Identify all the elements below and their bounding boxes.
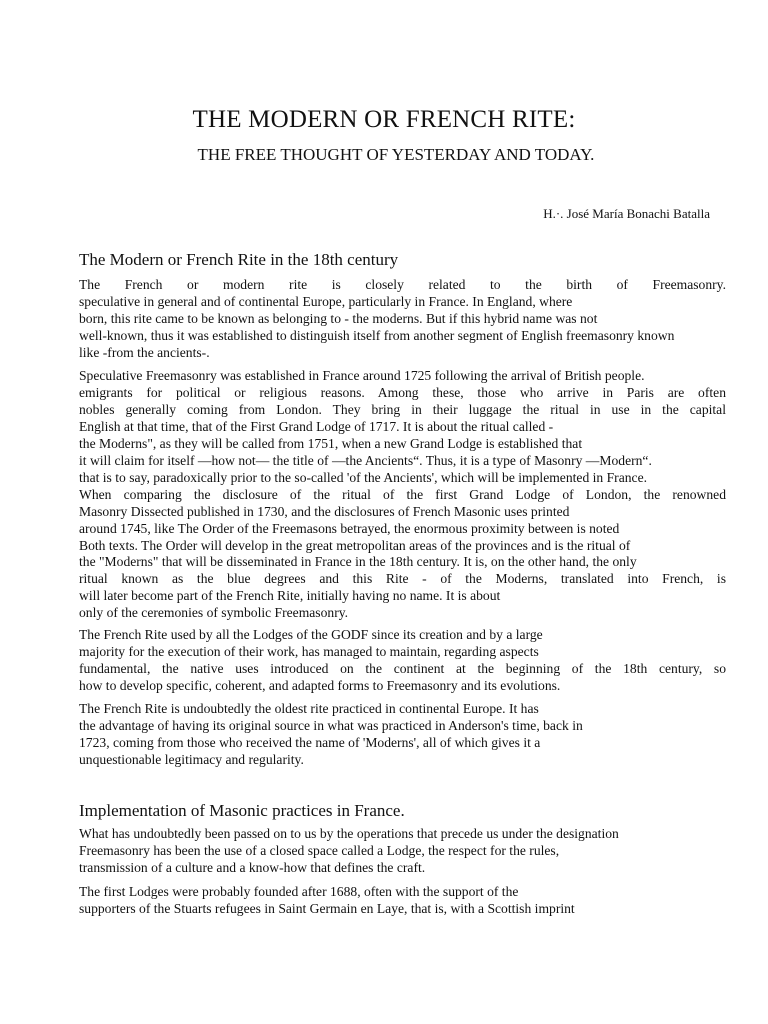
text-line: The French Rite is undoubtedly the oldest rite practiced in continental Europe. It has — [79, 701, 539, 716]
document-subtitle: THE FREE THOUGHT OF YESTERDAY AND TODAY. — [197, 145, 595, 164]
section-heading: Implementation of Masonic practices in France. — [79, 801, 405, 820]
text-line: 1723, coming from those who received the name of 'Moderns', all of which gives it a — [79, 734, 541, 750]
paragraph — [79, 826, 726, 877]
text-line: ritual known as the blue degrees and this Rite - of the Moderns, translated into French, is — [79, 571, 726, 587]
text-line: English at that time, that of the First Grand Lodge of 1717. It is about the ritual called - — [79, 418, 554, 434]
text-line: fundamental, the native uses introduced on the continent at the beginning of the 18th century, so — [79, 660, 726, 676]
text-line: Freemasonry has been the use of a closed space called a Lodge, the respect for the rules, — [79, 842, 560, 858]
text-line: supporters of the Stuarts refugees in Saint Germain en Laye, that is, with a Scottish imprint — [79, 900, 575, 916]
text-line: The first Lodges were probably founded after 1688, often with the support of the — [79, 884, 519, 899]
text-line: When comparing the disclosure of the ritual of the first Grand Lodge of London, the renowned — [79, 486, 726, 502]
text-line: the "Moderns" that will be disseminated in France in the 18th century. It is, on the other hand, the only — [79, 554, 637, 570]
document-title: THE MODERN OR FRENCH RITE: — [192, 106, 576, 133]
paragraph — [79, 277, 726, 362]
text-line: that is to say, paradoxically prior to the so-called 'of the Ancients', which will be implemented in France. — [79, 469, 648, 485]
text-line: will later become part of the French Rite, initially having no name. It is about — [79, 588, 501, 604]
text-line: how to develop specific, coherent, and adapted forms to Freemasonry and its evolutions. — [79, 677, 561, 693]
text-line: well-known, thus it was established to distinguish itself from another segment of English freemasonry known — [79, 327, 675, 343]
text-line: transmission of a culture and a know-how that defines the craft. — [79, 859, 426, 875]
text-line: like -from the ancients-. — [79, 344, 210, 360]
paragraph — [79, 884, 726, 918]
text-line: emigrants for political or religious reasons. Among these, those who arrive in Paris are often — [79, 384, 726, 400]
text-line: nobles generally coming from London. They bring in their luggage the ritual in use in the capital — [79, 401, 726, 417]
author-line: H.·. José María Bonachi Batalla — [543, 206, 710, 221]
text-line: born, this rite came to be known as belonging to - the moderns. But if this hybrid name was not — [79, 310, 598, 326]
text-line: the advantage of having its original source in what was practiced in Anderson's time, back in — [79, 717, 583, 733]
paragraph — [79, 368, 726, 622]
text-line: around 1745, like The Order of the Freemasons betrayed, the enormous proximity between is noted — [79, 520, 620, 536]
section-heading: The Modern or French Rite in the 18th century — [79, 250, 399, 269]
text-line: What has undoubtedly been passed on to us by the operations that precede us under the designation — [79, 826, 619, 841]
text-line: Both texts. The Order will develop in the great metropolitan areas of the provinces and is the ritual of — [79, 537, 631, 553]
text-line: only of the ceremonies of symbolic Freemasonry. — [79, 605, 349, 621]
text-line: Masonry Dissected published in 1730, and the disclosures of French Masonic uses printed — [79, 503, 570, 519]
paragraph — [79, 701, 726, 769]
text-line: majority for the execution of their work, has managed to maintain, regarding aspects — [79, 643, 539, 659]
text-line: The French Rite used by all the Lodges of the GODF since its creation and by a large — [79, 627, 543, 642]
paragraph — [79, 627, 726, 695]
text-line: Speculative Freemasonry was established in France around 1725 following the arrival of British people. — [79, 368, 645, 383]
text-line: unquestionable legitimacy and regularity. — [79, 751, 304, 767]
text-line: the Moderns", as they will be called from 1751, when a new Grand Lodge is established that — [79, 435, 583, 451]
text-line: speculative in general and of continental Europe, particularly in France. In England, where — [79, 293, 573, 309]
text-line: The French or modern rite is closely related to the birth of Freemasonry. — [79, 277, 726, 292]
text-line: it will claim for itself —how not— the title of —the Ancients“. Thus, it is a type of Masonry —Modern“. — [79, 452, 652, 468]
